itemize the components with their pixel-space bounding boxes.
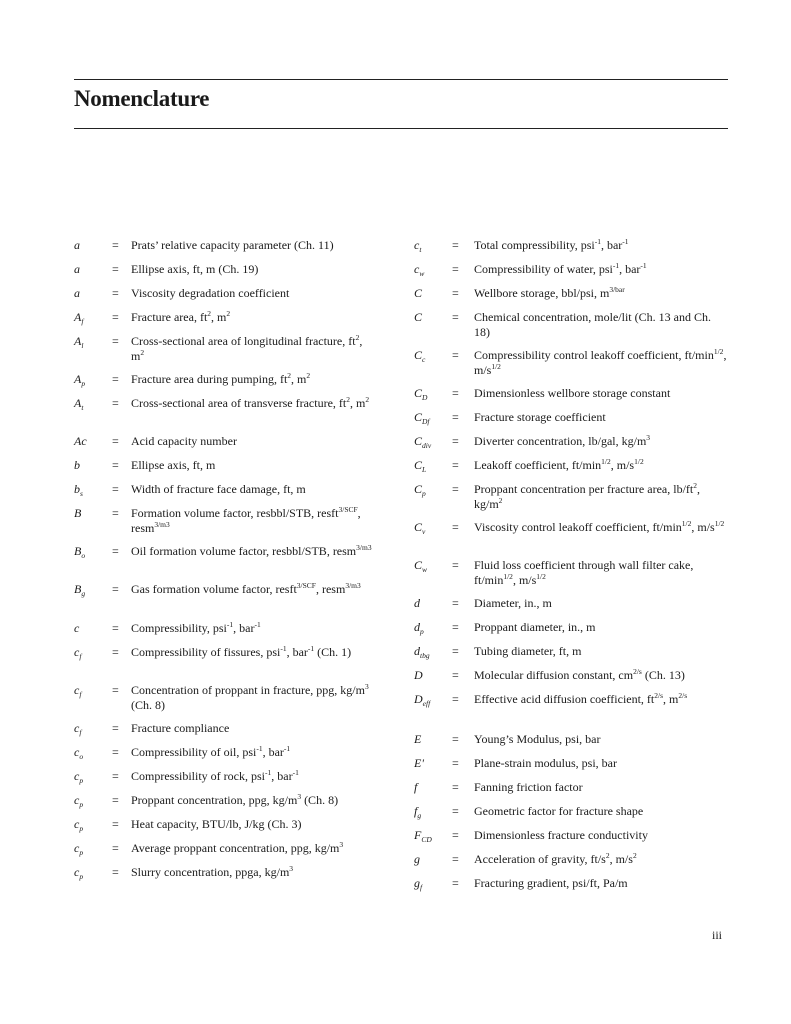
nomenclature-symbol: $g_f$ [414, 876, 423, 892]
nomenclature-symbol: $C_c$ [414, 348, 426, 364]
equals-sign: = [112, 396, 119, 410]
nomenclature-symbol: $A_l$ [74, 334, 84, 350]
nomenclature-definition: Viscosity degradation coefficient [131, 286, 290, 300]
nomenclature-entry [414, 828, 728, 843]
equals-sign: = [112, 434, 119, 448]
nomenclature-entry [74, 238, 374, 253]
nomenclature-symbol: $c_f$ [74, 683, 82, 699]
nomenclature-entry [74, 310, 374, 325]
nomenclature-entry [414, 644, 728, 659]
nomenclature-entry [74, 434, 374, 449]
equals-sign: = [112, 865, 119, 879]
nomenclature-entry [414, 732, 728, 747]
nomenclature-entry [74, 482, 374, 497]
nomenclature-entry [414, 558, 728, 588]
equals-sign: = [452, 458, 459, 472]
equals-sign: = [452, 262, 459, 276]
nomenclature-symbol: E [414, 732, 422, 746]
equals-sign: = [112, 745, 119, 759]
nomenclature-symbol: $C_D$ [414, 386, 428, 402]
equals-sign: = [452, 558, 459, 572]
nomenclature-definition: Proppant concentration, ppg, $kg/m^3$ (Ch. 8) [131, 792, 339, 807]
nomenclature-symbol: $B_g$ [74, 582, 86, 598]
page-title: Nomenclature [74, 86, 210, 111]
nomenclature-entry [74, 262, 374, 277]
nomenclature-symbol: $b_s$ [74, 482, 83, 498]
nomenclature-entry [414, 596, 728, 611]
nomenclature-definition: Acid capacity number [131, 434, 237, 448]
nomenclature-symbol: $A_t$ [74, 396, 84, 412]
nomenclature-entry [74, 683, 374, 713]
nomenclature-definition: Young’s Modulus, psi, bar [474, 732, 601, 746]
nomenclature-definition: Chemical concentration, mole/lit (Ch. 13 and Ch. 18) [474, 310, 711, 339]
nomenclature-entry [414, 410, 728, 425]
nomenclature-entry [414, 876, 728, 891]
equals-sign: = [452, 482, 459, 496]
nomenclature-entry [414, 756, 728, 771]
nomenclature-definition: Compressibility of oil, psi$^{-1}$, bar$^{-1}$ [131, 744, 291, 759]
nomenclature-entry [74, 544, 374, 559]
nomenclature-entry [74, 621, 374, 636]
nomenclature-definition: Plane-strain modulus, psi, bar [474, 756, 617, 770]
nomenclature-symbol: $c_o$ [74, 745, 84, 761]
nomenclature-symbol: $F_{CD}$ [414, 828, 432, 844]
nomenclature-entry [74, 745, 374, 760]
nomenclature-symbol: $C_{div}$ [414, 434, 432, 450]
nomenclature-symbol: Ac [74, 434, 87, 448]
nomenclature-symbol: $c_p$ [74, 793, 84, 809]
nomenclature-symbol: $C_w$ [414, 558, 428, 574]
nomenclature-symbol: $c_p$ [74, 841, 84, 857]
nomenclature-entry [74, 396, 374, 411]
nomenclature-definition: Compressibility of fissures, psi$^{-1}$, bar$^{-1}$ (Ch. 1) [131, 644, 352, 659]
nomenclature-symbol: C [414, 310, 423, 324]
equals-sign: = [112, 310, 119, 324]
equals-sign: = [452, 434, 459, 448]
equals-sign: = [452, 644, 459, 658]
nomenclature-definition: Leakoff coefficient, $ft/\min^{1/2}$, $m/s^{1/2}$ [474, 457, 644, 472]
nomenclature-entry [414, 852, 728, 867]
nomenclature-symbol: $D_{eff}$ [414, 692, 431, 708]
equals-sign: = [112, 334, 119, 348]
nomenclature-definition: Average proppant concentration, ppg, $kg/m^3$ [131, 840, 344, 855]
nomenclature-definition: Molecular diffusion constant, $cm^{2/s}$ (Ch. 13) [474, 667, 685, 682]
equals-sign: = [452, 386, 459, 400]
nomenclature-symbol: a [74, 238, 80, 252]
equals-sign: = [452, 876, 459, 890]
nomenclature-definition: Acceleration of gravity, $ft/s^2$, $m/s^2$ [474, 851, 637, 866]
equals-sign: = [452, 756, 459, 770]
nomenclature-definition: Cross-sectional area of longitudinal fracture, $ft^2$, $m^2$ [131, 333, 363, 363]
nomenclature-entry [414, 262, 728, 277]
nomenclature-definition: Cross-sectional area of transverse fracture, $ft^2$, $m^2$ [131, 395, 370, 410]
nomenclature-definition: Total compressibility, psi$^{-1}$, bar$^{-1}$ [474, 237, 629, 252]
nomenclature-definition: Fracture compliance [131, 721, 230, 735]
nomenclature-definition: Proppant concentration per fracture area, $lb/ft^2$, $kg/m^2$ [474, 481, 700, 511]
equals-sign: = [112, 817, 119, 831]
equals-sign: = [452, 852, 459, 866]
nomenclature-symbol: $c_t$ [414, 238, 422, 254]
nomenclature-symbol: $C_L$ [414, 458, 427, 474]
nomenclature-entry [414, 482, 728, 512]
equals-sign: = [452, 780, 459, 794]
equals-sign: = [452, 286, 459, 300]
equals-sign: = [452, 732, 459, 746]
nomenclature-entry [414, 238, 728, 253]
nomenclature-symbol: $C_v$ [414, 520, 426, 536]
nomenclature-symbol: E' [414, 756, 424, 770]
nomenclature-entry [414, 620, 728, 635]
nomenclature-definition: Fluid loss coefficient through wall filter cake, $ft/\min^{1/2}$, $m/s^{1/2}$ [474, 558, 694, 587]
nomenclature-symbol: $A_f$ [74, 310, 84, 326]
nomenclature-symbol: b [74, 458, 80, 472]
nomenclature-definition: Effective acid diffusion coefficient, $ft^{2/s}$, $m^{2/s}$ [474, 691, 688, 706]
equals-sign: = [112, 482, 119, 496]
nomenclature-symbol: g [414, 852, 420, 866]
nomenclature-symbol: a [74, 262, 80, 276]
nomenclature-symbol: a [74, 286, 80, 300]
nomenclature-definition: Concentration of proppant in fracture, ppg, $kg/m^3$ (Ch. 8) [131, 682, 369, 712]
nomenclature-entry [414, 780, 728, 795]
equals-sign: = [112, 286, 119, 300]
nomenclature-symbol: f [414, 780, 418, 794]
nomenclature-entry [74, 372, 374, 387]
nomenclature-definition: Ellipse axis, ft, m [131, 458, 216, 472]
nomenclature-definition: Ellipse axis, ft, m (Ch. 19) [131, 262, 259, 276]
nomenclature-definition: Dimensionless fracture conductivity [474, 828, 648, 842]
nomenclature-definition: Fracture area, $ft^2$, $m^2$ [131, 309, 231, 324]
nomenclature-entry [74, 645, 374, 660]
nomenclature-definition: Diameter, in., m [474, 596, 552, 610]
nomenclature-definition: Gas formation volume factor, resft$^{3/SCF}$, resm$^{3/m3}$ [131, 581, 361, 596]
nomenclature-symbol: B [74, 506, 82, 520]
nomenclature-symbol: c [74, 621, 80, 635]
equals-sign: = [452, 596, 459, 610]
page-number: iii [712, 928, 723, 942]
equals-sign: = [452, 828, 459, 842]
nomenclature-definition: Fracture area during pumping, $ft^2$, $m^2$ [131, 371, 311, 386]
equals-sign: = [452, 692, 459, 706]
equals-sign: = [452, 620, 459, 634]
nomenclature-entry [414, 458, 728, 473]
nomenclature-symbol: D [414, 668, 423, 682]
nomenclature-entry [74, 506, 374, 536]
title-rule [74, 128, 728, 129]
equals-sign: = [112, 721, 119, 735]
nomenclature-entry [414, 692, 728, 707]
nomenclature-definition: Proppant diameter, in., m [474, 620, 596, 634]
equals-sign: = [112, 769, 119, 783]
nomenclature-symbol: $c_p$ [74, 817, 84, 833]
nomenclature-entry [74, 817, 374, 832]
nomenclature-definition: Slurry concentration, ppga, $kg/m^3$ [131, 864, 294, 879]
equals-sign: = [452, 348, 459, 362]
nomenclature-definition: Compressibility of water, psi$^{-1}$, bar$^{-1}$ [474, 261, 647, 276]
nomenclature-symbol: $f_g$ [414, 804, 422, 820]
equals-sign: = [452, 310, 459, 324]
nomenclature-entry [414, 520, 728, 535]
nomenclature-definition: Fracture storage coefficient [474, 410, 606, 424]
nomenclature-symbol: $d_{tbg}$ [414, 644, 430, 660]
equals-sign: = [112, 372, 119, 386]
nomenclature-definition: Diverter concentration, lb/gal, $kg/m^3$ [474, 433, 651, 448]
nomenclature-definition: Dimensionless wellbore storage constant [474, 386, 671, 400]
nomenclature-symbol: $C_p$ [414, 482, 426, 498]
nomenclature-entry [414, 286, 728, 301]
nomenclature-entry [414, 348, 728, 378]
nomenclature-definition: Viscosity control leakoff coefficient, $ft/\min^{1/2}$, $m/s^{1/2}$ [474, 519, 725, 534]
nomenclature-symbol: $c_w$ [414, 262, 425, 278]
nomenclature-entry [414, 434, 728, 449]
nomenclature-symbol: $B_o$ [74, 544, 86, 560]
nomenclature-entry [74, 334, 374, 364]
nomenclature-definition: Geometric factor for fracture shape [474, 804, 644, 818]
nomenclature-definition: Prats’ relative capacity parameter (Ch. 11) [131, 238, 334, 252]
equals-sign: = [452, 520, 459, 534]
equals-sign: = [112, 506, 119, 520]
nomenclature-definition: Heat capacity, BTU/lb, J/kg (Ch. 3) [131, 817, 302, 831]
nomenclature-symbol: $c_f$ [74, 721, 82, 737]
nomenclature-symbol: $c_p$ [74, 769, 84, 785]
equals-sign: = [452, 410, 459, 424]
equals-sign: = [112, 582, 119, 596]
nomenclature-symbol: $d_p$ [414, 620, 424, 636]
equals-sign: = [112, 621, 119, 635]
nomenclature-symbol: $c_f$ [74, 645, 82, 661]
equals-sign: = [112, 238, 119, 252]
nomenclature-definition: Formation volume factor, resbbl/STB, resft$^{3/SCF}$, resm$^{3/m3}$ [131, 505, 361, 535]
nomenclature-entry [74, 865, 374, 880]
nomenclature-definition: Fanning friction factor [474, 780, 583, 794]
equals-sign: = [452, 804, 459, 818]
nomenclature-entry [74, 841, 374, 856]
nomenclature-definition: Compressibility control leakoff coefficient, $ft/\min^{1/2}$, $m/s^{1/2}$ [474, 347, 727, 377]
nomenclature-definition: Compressibility of rock, psi$^{-1}$, bar$^{-1}$ [131, 768, 299, 783]
equals-sign: = [112, 683, 119, 697]
equals-sign: = [112, 458, 119, 472]
nomenclature-definition: Fracturing gradient, psi/ft, Pa/m [474, 876, 628, 890]
nomenclature-entry [414, 310, 728, 340]
nomenclature-symbol: C [414, 286, 423, 300]
equals-sign: = [112, 544, 119, 558]
equals-sign: = [452, 668, 459, 682]
nomenclature-definition: Wellbore storage, bbl/psi, $m^{3/bar}$ [474, 285, 625, 300]
nomenclature-entry [74, 769, 374, 784]
nomenclature-symbol: d [414, 596, 420, 610]
equals-sign: = [112, 841, 119, 855]
nomenclature-entry [414, 804, 728, 819]
nomenclature-symbol: $C_{Df}$ [414, 410, 430, 426]
nomenclature-definition: Width of fracture face damage, ft, m [131, 482, 306, 496]
equals-sign: = [452, 238, 459, 252]
equals-sign: = [112, 645, 119, 659]
equals-sign: = [112, 262, 119, 276]
nomenclature-definition: Oil formation volume factor, resbbl/STB, resm$^{3/m3}$ [131, 543, 372, 558]
nomenclature-entry [74, 458, 374, 473]
nomenclature-definition: Tubing diameter, ft, m [474, 644, 582, 658]
top-rule [74, 79, 728, 80]
nomenclature-entry [74, 286, 374, 301]
nomenclature-symbol: $c_p$ [74, 865, 84, 881]
nomenclature-entry [414, 386, 728, 401]
nomenclature-symbol: $A_p$ [74, 372, 86, 388]
nomenclature-entry [74, 721, 374, 736]
nomenclature-definition: Compressibility, psi$^{-1}$, bar$^{-1}$ [131, 620, 261, 635]
nomenclature-entry [74, 793, 374, 808]
nomenclature-entry [414, 668, 728, 683]
nomenclature-entry [74, 582, 374, 597]
equals-sign: = [112, 793, 119, 807]
